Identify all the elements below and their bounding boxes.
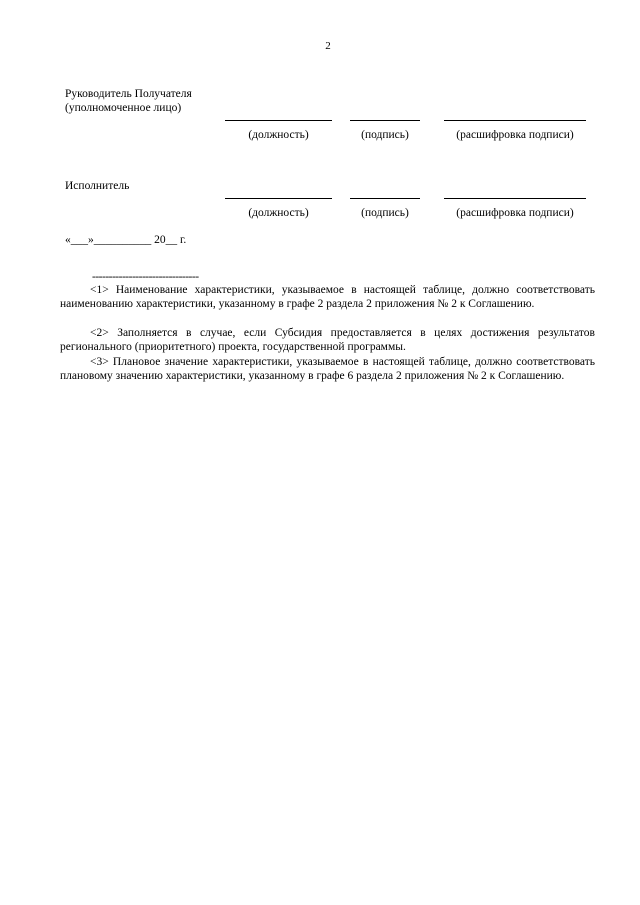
signer-label-head xyxy=(65,87,265,115)
date-line: «___»__________ 20__ г. xyxy=(65,234,187,246)
signer-label-executor xyxy=(65,179,265,193)
name-caption: (расшифровка подписи) xyxy=(456,207,574,219)
signer-label-line: (уполномоченное лицо) xyxy=(65,102,182,114)
signature-caption: (подпись) xyxy=(361,207,409,219)
signature-caption: (подпись) xyxy=(361,129,409,141)
signer-label-line: Руководитель Получателя xyxy=(65,88,192,100)
signer-label-line: Исполнитель xyxy=(65,180,130,192)
name-signature-line xyxy=(444,198,586,199)
position-signature-line xyxy=(225,198,332,199)
footnote-separator: -------------------------------- xyxy=(92,271,199,283)
name-signature-line xyxy=(444,120,586,121)
position-signature-line xyxy=(225,120,332,121)
footnote-1: <1> Наименование характеристики, указываемое в настоящей таблице, должно соответствовать наименованию характеристики, указанному в графе 2 раздела 2 приложения № 2 к Соглашению. xyxy=(60,284,595,310)
position-caption: (должность) xyxy=(248,207,309,219)
signature-line xyxy=(350,120,420,121)
page-number: 2 xyxy=(325,40,331,52)
signature-line xyxy=(350,198,420,199)
footnote-3: <3> Плановое значение характеристики, указываемое в настоящей таблице, должно соответствовать плановому значению характеристики, указанному в графе 6 раздела 2 приложения № 2 к Соглашению. xyxy=(60,356,595,382)
name-caption: (расшифровка подписи) xyxy=(456,129,574,141)
position-caption: (должность) xyxy=(248,129,309,141)
footnote-2: <2> Заполняется в случае, если Субсидия предоставляется в целях достижения результатов регионального (приоритетного) проекта, государственной программы. xyxy=(60,327,595,353)
